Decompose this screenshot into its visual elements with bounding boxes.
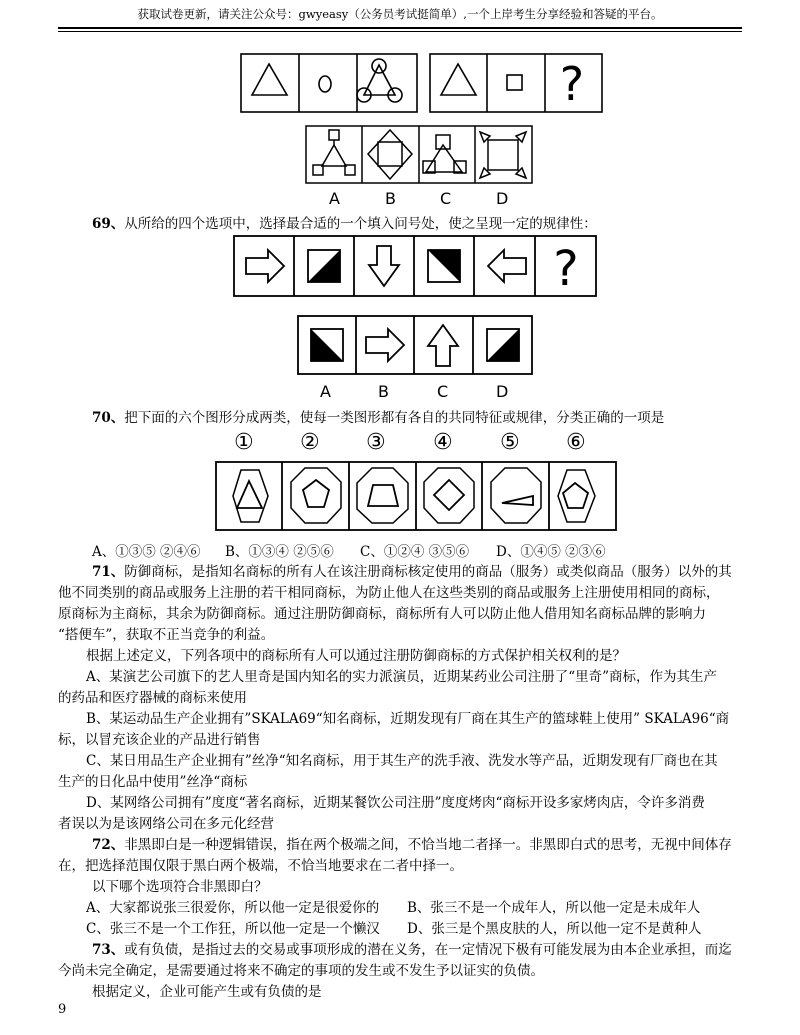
q71-line-1 [92, 562, 732, 583]
q70-label-4: ④ [433, 430, 453, 455]
q70-answer-c: C、①②④ ③⑤⑥ [360, 544, 470, 560]
q71-option-c-line2: 生产的日化品中使用”丝净“商标 [58, 774, 248, 790]
q72-option-b: B、张三不是一个成年人，所以他一定是未成年人 [407, 900, 701, 916]
q73-number: 73、 [92, 942, 125, 958]
q68-option-b-label: B [385, 189, 396, 208]
q71-option-c-line1: C、某日用品生产企业拥有”丝净“知名商标，用于其生产的洗手液、洗发水等产品，近期发现有厂商也在其 [86, 753, 718, 769]
q71-option-b-line2: 标，以冒充该企业的产品进行销售 [58, 732, 261, 748]
q72-option-d: D、张三是个黑皮肤的人，所以他一定不是黄种人 [407, 921, 702, 937]
q70-number: 70、 [92, 410, 125, 426]
q71-number: 71、 [92, 564, 125, 580]
q69-option-c-label: C [437, 382, 449, 401]
q68-question-mark: ? [559, 57, 585, 111]
q72-option-a: A、大家都说张三很爱你，所以他一定是很爱你的 [86, 900, 380, 916]
q69-question-mark: ? [553, 241, 579, 297]
q69-option-a-label: A [320, 382, 331, 401]
page-number: 9 [58, 1002, 67, 1017]
q69-stem: 从所给的四个选项中，选择最合适的一个填入问号处，使之呈现一定的规律性： [124, 216, 597, 232]
q71-line-3: 原商标为主商标，其余为防御商标。通过注册防御商标，商标所有人可以防止他人借用知名商标品牌的影响力 [58, 606, 706, 622]
q70-answer-a: A、①③⑤ ②④⑥ [92, 544, 201, 560]
q68-option-d-label: D [496, 189, 509, 208]
q71-line-4: “搭便车”，获取不正当竞争的利益。 [58, 627, 275, 643]
q72-text: 非黑即白是一种逻辑错误，指在两个极端之间，不恰当地二者择一。非黑即白式的思考，无视中间体存 [124, 837, 732, 853]
q68-option-a-label: A [329, 189, 340, 208]
q73-line-1 [92, 940, 732, 961]
q73-prompt: 根据定义，企业可能产生或有负债的是 [92, 984, 322, 1000]
q72-number: 72、 [92, 837, 125, 853]
q70-answer-b: B、①③④ ②⑤⑥ [225, 544, 334, 560]
q72-option-c: C、张三不是一个工作狂，所以他一定是一个懒汉 [86, 921, 380, 937]
q70-label-1: ① [234, 430, 254, 455]
q69-number: 69、 [92, 216, 125, 232]
q71-option-d-line1: D、某网络公司拥有”度度“著名商标，近期某餐饮公司注册”度度烤肉“商标开设多家烤肉店，令许多消费 [86, 795, 705, 811]
q71-line-2: 他不同类别的商品或服务上注册的若干相同商标，为防止他人在这些类别的商品或服务上注册使用相同的商标， [58, 585, 720, 601]
q71-option-d-line2: 者误以为是该网络公司在多元化经营 [58, 816, 274, 832]
q73-line-2: 今尚未完全确定，是需要通过将来不确定的事项的发生或不发生予以证实的负债。 [58, 963, 544, 979]
q70-label-5: ⑤ [500, 430, 520, 455]
q68-option-c-label: C [440, 189, 452, 208]
q73-text: 或有负债，是指过去的交易或事项形成的潜在义务，在一定情况下极有可能发展为由本企业承担，而迄 [124, 942, 732, 958]
q69-option-d-label: D [496, 382, 509, 401]
page-header-notice: 获取试卷更新，请关注公众号：gwyeasy（公务员考试挺简单）,一个上岸考生分享经验和答疑的平台。 [137, 7, 663, 21]
q71-text: 防御商标，是指知名商标的所有人在该注册商标核定使用的商品（服务）或类似商品（服务）以外的其 [124, 564, 732, 580]
q71-option-a-line1: A、某演艺公司旗下的艺人里奇是国内知名的实力派演员，近期某药业公司注册了“里奇”商标，作为其生产 [86, 669, 718, 685]
q70-label-2: ② [300, 430, 320, 455]
q71-prompt: 根据上述定义，下列各项中的商标所有人可以通过注册防御商标的方式保护相关权利的是？ [86, 648, 626, 664]
q72-prompt: 以下哪个选项符合非黑即白？ [92, 879, 268, 895]
q72-line-2: 在，把选择范围仅限于黑白两个极端，不恰当地要求在二者中择一。 [58, 858, 463, 874]
q69-option-b-label: B [378, 382, 389, 401]
q71-option-a-line2: 的药品和医疗器械的商标来使用 [58, 690, 247, 706]
q70-answer-d: D、①④⑤ ②③⑥ [496, 544, 606, 560]
q70-stem: 把下面的六个图形分成两类，使每一类图形都有各自的共同特征或规律，分类正确的一项是 [124, 410, 665, 426]
q72-line-1 [92, 835, 732, 856]
q70-label-6: ⑥ [566, 430, 586, 455]
q71-option-b-line1: B、某运动品生产企业拥有”SKALA69“知名商标，近期发现有厂商在其生产的篮球鞋上使用” SKALA96“商 [86, 711, 730, 727]
q70-label-3: ③ [366, 430, 386, 455]
